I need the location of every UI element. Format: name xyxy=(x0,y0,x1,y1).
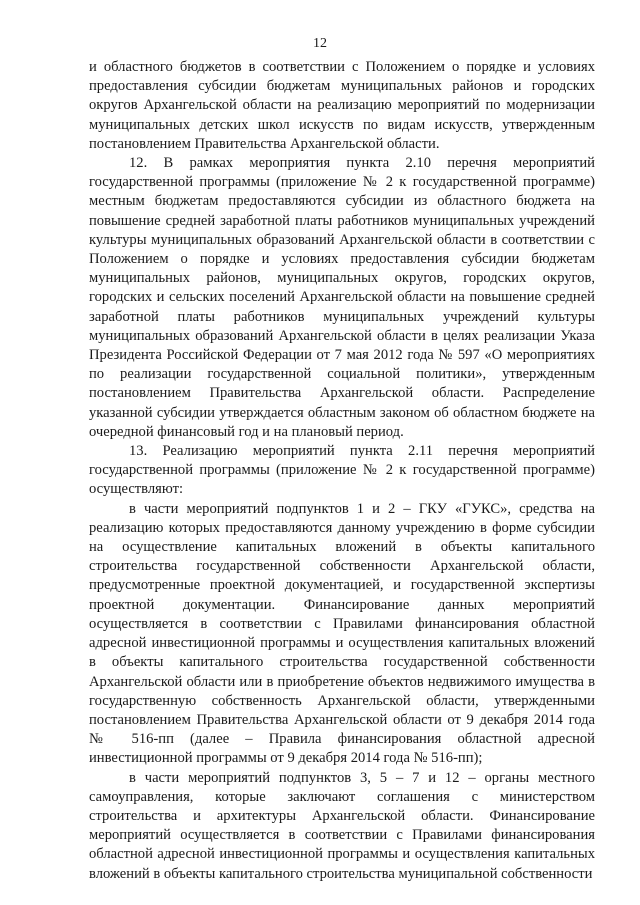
paragraph-12: 12. В рамках мероприятия пункта 2.10 перечня мероприятий государственной программы (приложение № 2 к государственной программе) местным бюджетам предоставляются субсидии из областного бюджета на повышение средней заработной платы работников муниципальных учреждений культуры муниципальных образований Архангельской области в соответствии с Положением о порядке и условиях предоставления субсидии бюджетам муниципальных районов, муниципальных округов, городских округов, городских и сельских поселений Архангельской области на повышение средней заработной платы работников муниципальных учреждений культуры муниципальных образований Архангельской области в целях реализации Указа Президента Российской Федерации от 7 мая 2012 года № 597 «О мероприятиях по реализации государственной социальной политики», утвержденным постановлением Правительства Архангельской области. Распределение указанной субсидии утверждается областным законом об областном бюджете на очередной финансовый год и на плановый период. xyxy=(89,155,595,440)
paragraph-13-item-2: в части мероприятий подпунктов 3, 5 – 7 и 12 – органы местного самоуправления, которые заключают соглашения с министерством строительства и архитектуры Архангельской области. Финансирование мероприятий осуществляется в соответствии с Правилами финансирования областной адресной инвестиционной программы и осуществления капитальных вложений в объекты капитального строительства муниципальной собственности xyxy=(89,769,595,882)
document-body xyxy=(89,58,595,884)
paragraph-13: 13. Реализацию мероприятий пункта 2.11 перечня мероприятий государственной программы (приложение № 2 к государственной программе) осуществляют: xyxy=(89,443,595,498)
paragraph-13-item-1: в части мероприятий подпунктов 1 и 2 – ГКУ «ГУКС», средства на реализацию которых предоставляются данному учреждению в форме субсидии на осуществление капитальных вложений в объекты капитального строительства государственной собственности Архангельской области, предусмотренные проектной документацией, и государственной экспертизы проектной документации. Финансирование данных мероприятий осуществляется в соответствии с Правилами финансирования областной адресной инвестиционной программы и осуществления капитальных вложений в объекты капитального строительства государственной собственности Архангельской области или в приобретение объектов недвижимого имущества в государственную собственность Архангельской области, утвержденными постановлением Правительства Архангельской области от 9 декабря 2014 года № 516-пп (далее – Правила финансирования областной адресной инвестиционной программы от 9 декабря 2014 года № 516-пп); xyxy=(89,500,595,767)
page-number: 12 xyxy=(313,36,327,51)
paragraph-1: и областного бюджетов в соответствии с Положением о порядке и условиях предоставления субсидии бюджетам муниципальных районов и городских округов Архангельской области на реализацию мероприятий по модернизации муниципальных детских школ искусств по видам искусств, утвержденным постановлением Правительства Архангельской области. xyxy=(89,59,595,152)
